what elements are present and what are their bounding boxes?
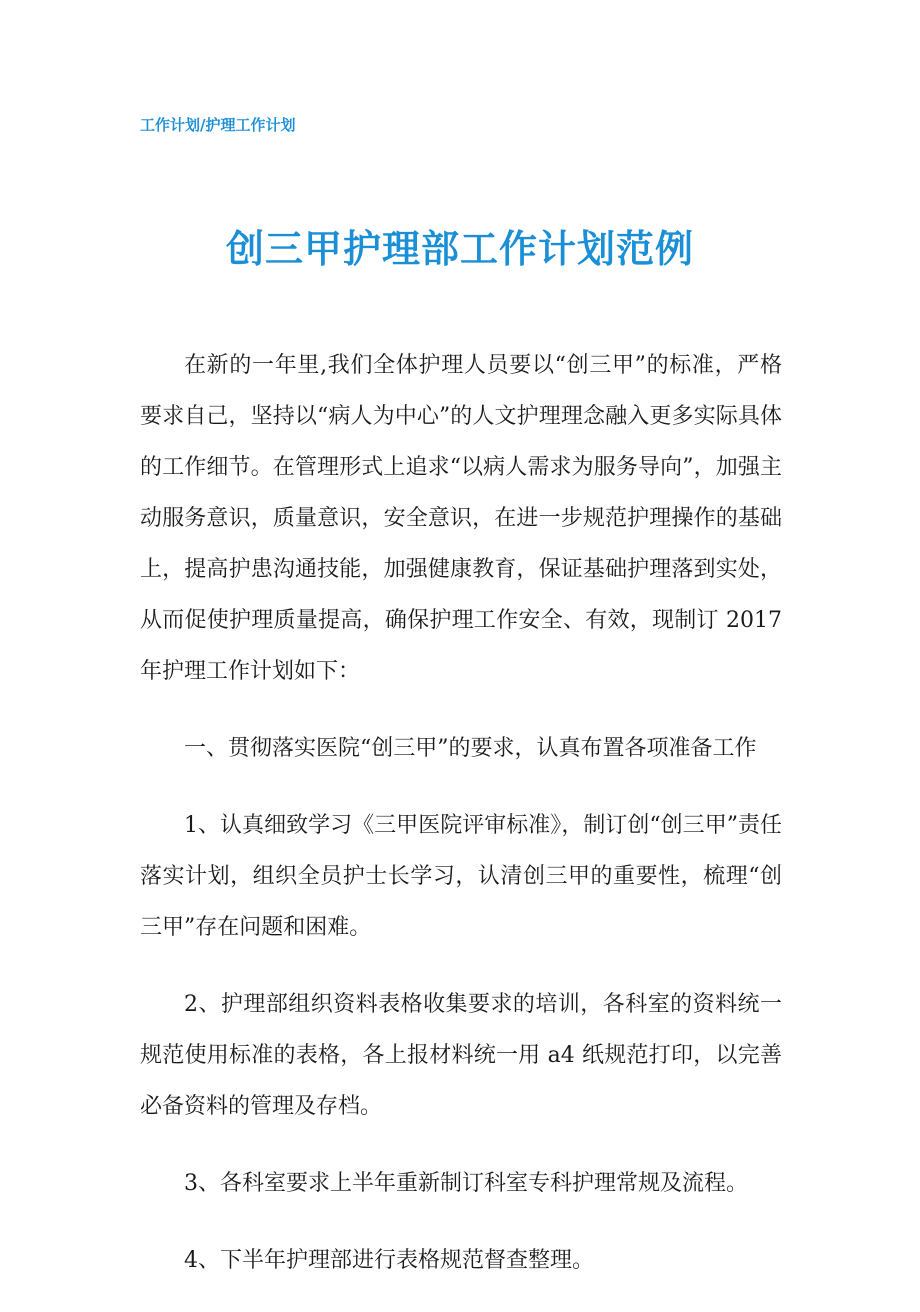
paragraph-item-4: 4、下半年护理部进行表格规范督查整理。 <box>184 1248 594 1273</box>
paragraph-intro: 在新的一年里,我们全体护理人员要以“创三甲”的标准，严格要求自己，坚持以“病人为中心”的人文护理理念融入更多实际具体的工作细节。在管理形式上追求“以病人需求为服务导向”，加强主动服务意识，质量意识，安全意识，在进一步规范护理操作的基础上，提高护患沟通技能，加强健康教育，保证基础护理落到实处，从而促使护理质量提高，确保护理工作安全、有效，现制订 2017 年护理工作计划如下： <box>140 353 782 684</box>
page-title: 创三甲护理部工作计划范例 <box>225 227 694 271</box>
document-body <box>140 340 782 1312</box>
paragraph-item-2: 2、护理部组织资料表格收集要求的培训，各科室的资料统一规范使用标准的表格，各上报材料统一用 a4 纸规范打印，以完善必备资料的管理及存档。 <box>140 992 782 1119</box>
paragraph-section-1: 一、贯彻落实医院“创三甲”的要求，认真布置各项准备工作 <box>184 736 757 761</box>
paragraph-item-3: 3、各科室要求上半年重新制订科室专科护理常规及流程。 <box>184 1171 748 1196</box>
breadcrumb[interactable]: 工作计划/护理工作计划 <box>140 116 296 134</box>
paragraph-item-1: 1、认真细致学习《三甲医院评审标准》，制订创“创三甲”责任落实计划，组织全员护士长学习，认清创三甲的重要性，梳理“创三甲”存在问题和困难。 <box>140 813 782 940</box>
